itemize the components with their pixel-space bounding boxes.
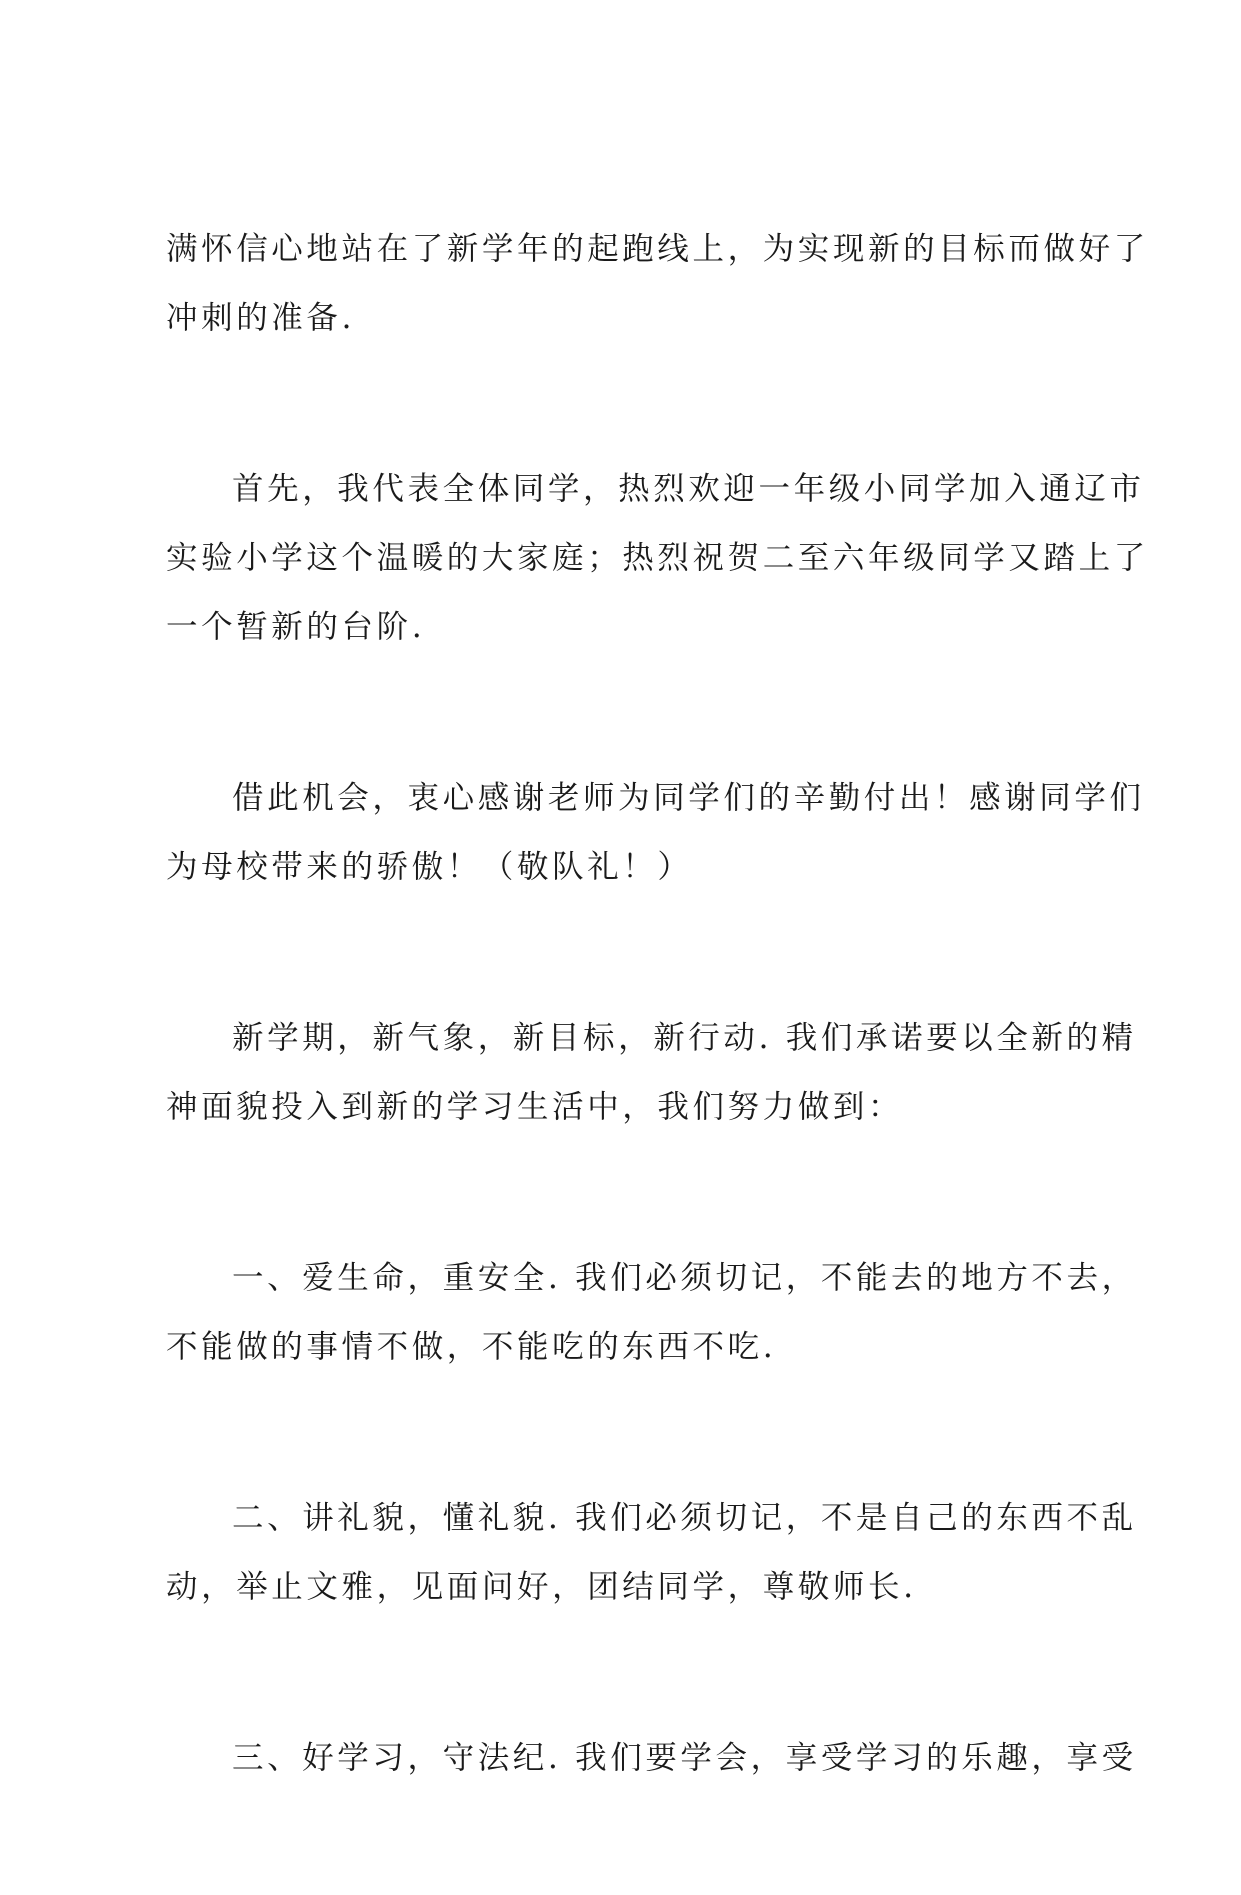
paragraph-line: 冲刺的准备. [166, 300, 356, 336]
paragraph-line: 首先，我代表全体同学，热烈欢迎一年级小同学加入通辽市 [232, 471, 1145, 507]
paragraph-line: 一个暂新的台阶. [166, 609, 426, 645]
paragraph-7 [166, 1724, 1137, 1793]
paragraph-line: 神面貌投入到新的学习生活中，我们努力做到： [166, 1089, 904, 1125]
paragraph-line: 新学期，新气象，新目标，新行动. 我们承诺要以全新的精 [232, 1020, 1137, 1056]
paragraph-line: 三、好学习，守法纪. 我们要学会，享受学习的乐趣，享受 [232, 1740, 1137, 1776]
paragraph-line: 为母校带来的骄傲！（敬队礼！） [166, 849, 693, 885]
paragraph-line: 不能做的事情不做，不能吃的东西不吃. [166, 1329, 777, 1365]
document-body [166, 215, 1149, 1895]
paragraph-line: 满怀信心地站在了新学年的起跑线上，为实现新的目标而做好了 [166, 231, 1149, 267]
paragraph-2 [166, 455, 1149, 662]
paragraph-line: 借此机会，衷心感谢老师为同学们的辛勤付出！感谢同学们 [232, 780, 1145, 816]
paragraph-6 [166, 1484, 1137, 1622]
paragraph-line: 动，举止文雅，见面问好，团结同学，尊敬师长. [166, 1569, 917, 1605]
paragraph-5 [166, 1244, 1137, 1382]
paragraph-4 [166, 1004, 1137, 1142]
paragraph-1 [166, 215, 1149, 353]
paragraph-line: 一、爱生命，重安全. 我们必须切记，不能去的地方不去， [232, 1260, 1137, 1296]
paragraph-3 [166, 764, 1145, 902]
paragraph-line: 实验小学这个温暖的大家庭；热烈祝贺二至六年级同学又踏上了 [166, 540, 1149, 576]
paragraph-line: 二、讲礼貌，懂礼貌. 我们必须切记，不是自己的东西不乱 [232, 1500, 1137, 1536]
